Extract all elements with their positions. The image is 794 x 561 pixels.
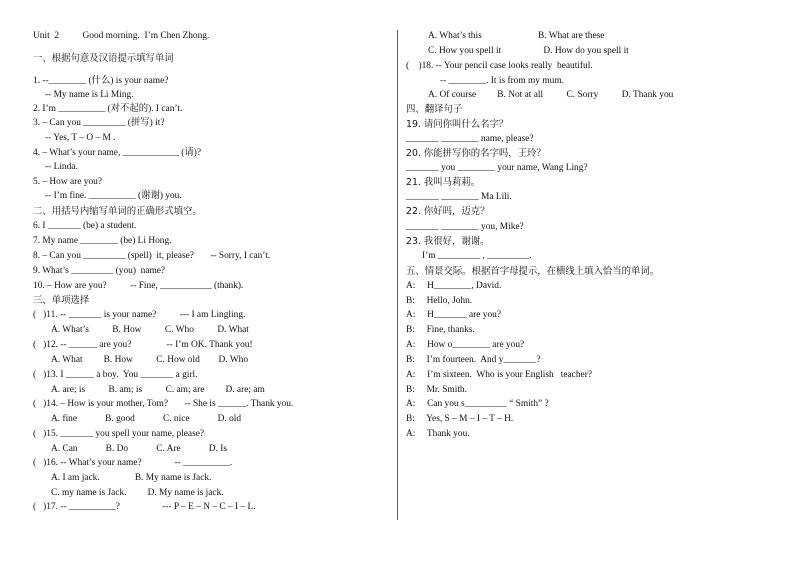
text-line: 20. 你能拼写你的名字吗，王玲？ [406, 148, 546, 159]
text-line: B: Yes, S – M – I – T – H. [406, 414, 514, 424]
text-line: 19. 请问你叫什么名字？ [406, 119, 509, 130]
text-line: A. What B. How C. How old D. Who [51, 355, 249, 365]
text-line: A: How o________ are you? [406, 340, 525, 350]
text-line: 21. 我叫马莉莉。 [406, 177, 481, 188]
text-line: -- Yes, T – O – M . [45, 133, 116, 143]
text-line: 10. – How are you? -- Fine, ___________ (thank). [33, 281, 244, 291]
text-line: A: H_______ are you? [406, 310, 502, 320]
text-line: C. How you spell it D. How do you spell it [428, 46, 629, 56]
text-line: -- My name is Li Ming. [45, 90, 134, 100]
text-line: 4. – What’s your name, ____________ (请)? [33, 148, 202, 158]
text-line: A: I’m sixteen. Who is your English teacher? [406, 370, 592, 380]
text-line: C. my name is Jack. D. My name is jack. [51, 488, 224, 498]
column-divider [397, 30, 398, 520]
text-line: -- I’m fine. __________ (谢谢) you. [45, 191, 182, 201]
text-line: ( )16. -- What’s your name? -- __________. [33, 458, 233, 468]
text-line: 2. I’m __________ (对不起的). I can’t. [33, 104, 183, 114]
text-line: 6. I _______ (be) a student. [33, 221, 137, 231]
text-line: ( )15. _______ you spell your name, please? [33, 429, 205, 439]
text-line: A. are; is B. am; is C. am; are D. are; am [51, 385, 265, 395]
text-line: _______ ________ you, Mike? [406, 222, 524, 232]
text-line: B: Fine, thanks. [406, 325, 475, 335]
text-line: ( )17. -- __________? --- P – E – N – C – I – L. [33, 502, 256, 512]
text-line: 四、翻译句子 [406, 104, 463, 115]
text-line: 三、单项选择 [33, 295, 90, 306]
text-line: A: Can you s_________ “ Smith” ? [406, 399, 549, 409]
text-line: 二、用括号内缩写单词的正确形式填空。 [33, 206, 202, 217]
text-line: A. Of course B. Not at all C. Sorry D. Thank you [428, 90, 674, 100]
text-line: ( )12. -- ______ are you? -- I’m OK. Thank you! [33, 340, 253, 350]
text-line: 7. My name ________ (be) Li Hong. [33, 236, 172, 246]
text-line: 五、情景交际。根据首字母提示，在横线上填入恰当的单词。 [406, 266, 660, 277]
text-line: A. What’s this B. What are these [428, 31, 605, 41]
text-line: B: I’m fourteen. And y_______? [406, 355, 541, 365]
text-line: A. I am jack. B. My name is Jack. [51, 473, 212, 483]
text-line: 5. – How are you? [33, 177, 102, 187]
text-line: 一、根据句意及汉语提示填写单词 [33, 53, 174, 64]
text-line: ( )11. -- _______ is your name? --- I am Lingling. [33, 310, 246, 320]
text-line: A. What’s B. How C. Who D. What [51, 325, 249, 335]
text-line: _______ ________ Ma Lili. [406, 192, 512, 202]
text-line: A. Can B. Do C. Are D. Is [51, 444, 228, 454]
text-line: _______ you ________ your name, Wang Ling? [406, 163, 588, 173]
text-line: -- ________. It is from my mum. [440, 76, 564, 86]
text-line: _______ ________ name, please? [406, 134, 534, 144]
text-line: Unit 2 Good morning. I’m Chen Zhong. [33, 31, 210, 41]
text-line: A: Thank you. [406, 429, 470, 439]
text-line: 3. – Can you _________ (拼写) it? [33, 118, 165, 128]
text-line: 9. What’s _________ (you) name? [33, 266, 166, 276]
text-line: 8. – Can you _________ (spell) it, please? -- Sorry, I can’t. [33, 251, 271, 261]
text-line: B: Hello, John. [406, 296, 473, 306]
text-line: A: H________, David. [406, 281, 502, 291]
text-line: 23. 我很好，谢谢。 [406, 236, 490, 247]
text-line: -- Linda. [45, 162, 78, 172]
text-line: B: Mr. Smith. [406, 385, 467, 395]
text-line: ( )18. -- Your pencil case looks really beautiful. [406, 61, 593, 71]
text-line: 1. --________ (什么) is your name? [33, 76, 169, 86]
text-line: A. fine B. good C. nice D. old [51, 414, 242, 424]
text-line: 22. 你好吗，迈克？ [406, 206, 490, 217]
text-line: ( )13. I ______ a boy. You _______ a girl. [33, 370, 198, 380]
text-line: ( )14. – How is your mother, Tom? -- She is ______. Thank you. [33, 399, 294, 409]
text-line: I’m _________ , _________. [422, 251, 532, 261]
